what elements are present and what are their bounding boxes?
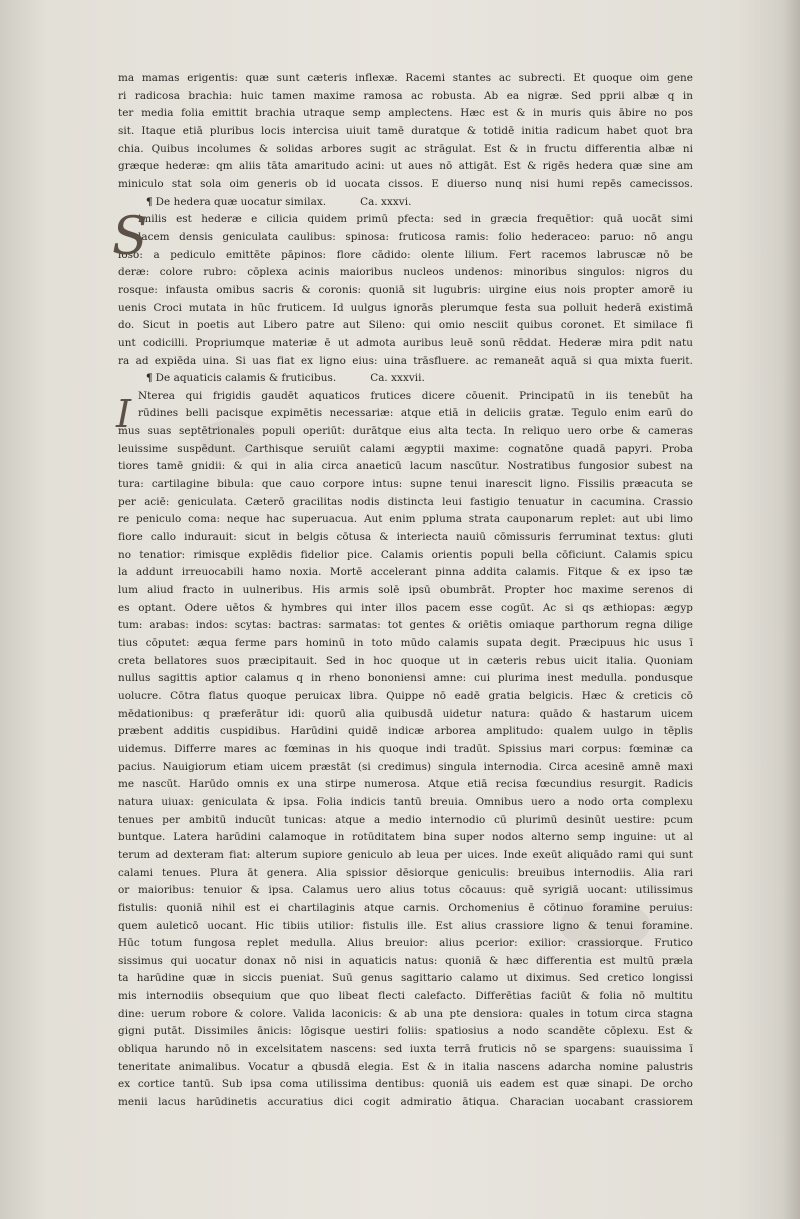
text-line: tiores tamē gnidii: & qui in alia circa anaeticū lacum nascūtur. Nostratibus fungosior subest na bbox=[118, 460, 693, 473]
text-line: græque hederæ: qm aliis tāta amaritudo acini: ut aues nō attigāt. Est & rigēs hedera quæ sine am bbox=[118, 160, 693, 173]
text-line: ri radicosa brachia: huic tamen maxime ramosa ac robusta. Ab ea nigræ. Sed pprii albæ q in bbox=[118, 89, 693, 102]
text-line: re peniculo coma: neque hac superuacua. Aut enim ppluma strata cauponarum replet: aut ubi limo bbox=[118, 513, 693, 526]
text-line: calami tenues. Plura āt genera. Alia spissior dēsiorque geniculis: breuibus internodiis. Alia rari bbox=[118, 866, 693, 879]
pilcrow-icon: ¶ bbox=[146, 195, 153, 208]
text-line: la addunt irreuocabili hamo noxia. Mortē accelerant pinna addita calamis. Fitque & ex ipso tæ bbox=[118, 566, 693, 579]
chapter-title: De aquaticis calamis & fruticibus. bbox=[155, 372, 337, 385]
text-line: ex cortice tantū. Sub ipsa coma utilissima dentibus: quoniā uis eadem est quæ sinapi. De orcho bbox=[118, 1078, 693, 1091]
chapter-heading-similax bbox=[118, 194, 693, 212]
text-line: sissimus qui uocatur donax nō nisi in aquaticis natus: quoniā & hæc differentia est multū præla bbox=[118, 954, 693, 967]
chapter-heading-aquatic-reeds bbox=[118, 370, 693, 388]
text-line: ta harūdine quæ in siccis pueniat. Suū genus sagittario calamo ut diximus. Sed cretico longissi bbox=[118, 972, 693, 985]
paragraph-similax bbox=[112, 207, 693, 370]
text-line: mis internodiis obsequium que quo libeat flecti calefacto. Differētias faciūt & folia nō multitu bbox=[118, 990, 693, 1003]
text-line: Nterea qui frigidis gaudēt aquaticos frutices dicere cōuenit. Principatū in iis tenebūt ha bbox=[138, 389, 693, 402]
text-line: do. Sicut in poetis aut Libero patre aut Sileno: qui omio nesciit quibus coronet. Et similace fi bbox=[118, 319, 693, 332]
text-line: terum ad dexteram fiat: alterum supiore geniculo ab leua per uices. Inde exeūt aliquādo rami qui sunt bbox=[118, 848, 693, 861]
text-line: loso: a pediculo emittēte pāpinos: flore cādido: olente lilium. Fert racemos labruscæ nō be bbox=[118, 248, 693, 261]
chapter-number: Ca. xxxvi. bbox=[360, 195, 412, 208]
text-line: dine: uerum robore & colore. Valida laconicis: & ab una pte densiora: quales in totum circa stagna bbox=[118, 1007, 693, 1020]
text-line: mēdationibus: q præferātur idi: quorū alia quibusdā uidetur natura: quādo & hastarum uicem bbox=[118, 707, 693, 720]
text-line: rūdines belli pacisque expimētis necessariæ: atque etiā in deliciis gratæ. Tegulo enim earū do bbox=[138, 407, 693, 420]
decorated-initial-s: S bbox=[112, 207, 148, 268]
text-line: chia. Quibus incolumes & solidas arbores sugit ac strāgulat. Est & in fructu differentia albæ ni bbox=[118, 142, 693, 155]
text-line: quem auleticō uocant. Hic tibiis utilior: fistulis ille. Est alius crassiore ligno & tenui foramine. bbox=[118, 919, 693, 932]
paragraph-ivy-end bbox=[118, 70, 693, 194]
text-line: natura uiuax: geniculata & ipsa. Folia indicis tantū breuia. Omnibus uero a nodo orta complexu bbox=[118, 795, 693, 808]
text-line: fistulis: quoniā nihil est ei chartilaginis atque carnis. Orchomenius ē cōtinuo foramine peruius: bbox=[118, 901, 693, 914]
text-line: tenues per ambitū inducūt tunicas: atque a medio internodio cū plurimū desinūt uestire: pcum bbox=[118, 813, 693, 826]
text-line: tura: cartilagine bibula: que cauo corpore intus: supne tenui inarescit ligno. Fissilis præacuta se bbox=[118, 478, 693, 491]
page-edge-shadow bbox=[782, 0, 800, 1219]
decorated-initial-i: I bbox=[116, 391, 132, 436]
text-line: nullus sagittis aptior calamus q in rheno bononiensi amne: cui plurima inest medulla. pondusque bbox=[118, 672, 693, 685]
text-line: es optant. Odere uētos & hymbres qui inter illos pacem esse cogūt. Ac si qs æthiopas: ægyp bbox=[118, 601, 693, 614]
text-line: lacem densis geniculata caulibus: spinosa: fruticosa ramis: folio hederaceo: paruo: nō angu bbox=[138, 230, 693, 243]
text-line: buntque. Latera harūdini calamoque in rotūditatem bina super nodos alterno semp inguine: ut al bbox=[118, 831, 693, 844]
text-line: deræ: colore rubro: cōplexa acinis maioribus nucleos undenos: minoribus singulos: nigros du bbox=[118, 266, 693, 279]
text-line: creta bellatores suos præcipitauit. Sed in hoc quoque ut in cæteris rebus uicit italia. Quoniam bbox=[118, 654, 693, 667]
text-line: imilis est hederæ e cilicia quidem primū pfecta: sed in græcia frequētior: quā uocāt simi bbox=[138, 213, 693, 226]
text-line: pacius. Nauigiorum etiam uicem præstāt (si credimus) singula internodia. Circa acesinē amnē maxi bbox=[118, 760, 693, 773]
chapter-number: Ca. xxxvii. bbox=[370, 372, 425, 385]
text-line: or maioribus: tenuior & ipsa. Calamus uero alius totus cōcauus: quē syrigiā uocant: utilissimus bbox=[118, 884, 693, 897]
text-line: rosque: infausta omibus sacris & coronis: quoniā sit lugubris: uirgine eius nois propter amorē iu bbox=[118, 283, 693, 296]
text-line: tius cōputet: æqua ferme pars hominū in toto mūdo calamis supata degit. Præcipuus hic usus ī bbox=[118, 637, 693, 649]
text-line: miniculo stat sola oim generis ob id uocata cissos. E diuerso nunq nisi humi repēs camecissos. bbox=[118, 177, 693, 190]
text-line: præbent additis cuspidibus. Harūdini quidē indicæ arborea amplitudo: qualem uulgo in tēplis bbox=[118, 725, 693, 738]
chapter-title: De hedera quæ uocatur similax. bbox=[155, 195, 327, 208]
incunable-text-column bbox=[112, 70, 693, 1112]
text-line: sit. Itaque etiā pluribus locis intercisa uiuit tamē duratque & totidē initia radicum habet quot bra bbox=[118, 124, 693, 137]
text-line: mus suas septētrionales populi operiūt: durātque eius alta tecta. In reliquo uero orbe & cameras bbox=[118, 425, 693, 438]
text-line: Hūc totum fungosa replet medulla. Alius breuior: alius pcerior: exilior: crassiorque. Frutico bbox=[118, 937, 693, 950]
pilcrow-icon: ¶ bbox=[146, 372, 153, 385]
text-line: lum aliud fracto in uulneribus. His armis solē ipsū obumbrāt. Propter hoc maxime serenos di bbox=[118, 584, 693, 597]
text-line: fiore callo indurauit: sicut in belgis cōtusa & interiecta nauiū cōmissuris ferruminat textus: gluti bbox=[118, 531, 693, 544]
text-line: no tenatior: rimisque explēdis fidelior pice. Calamis orientis populi bella cōficiunt. Calamis spicu bbox=[118, 548, 693, 561]
text-line: uolucre. Cōtra flatus quoque peruicax libra. Quippe nō eadē gratia belgicis. Hæc & creticis cō bbox=[118, 689, 693, 702]
text-line: ra ad expiēda uina. Si uas fiat ex ligno eius: uina trāsfluere. ac remaneāt aquā si qua mixta fuerit. bbox=[118, 354, 693, 367]
text-line: unt codicilli. Propriumque materiæ ē ut admota auribus leuē sonū rēddat. Hederæ mira pdit natu bbox=[118, 336, 693, 349]
text-line: me nascūt. Harūdo omnis ex una stirpe numerosa. Atque etiā recisa fœcundius resurgit. Radicis bbox=[118, 778, 693, 791]
text-line: uidemus. Differre mares ac fœminas in his quoque indi tradūt. Spissius mari corpus: fœminæ ca bbox=[118, 742, 693, 755]
paragraph-aquatic-reeds bbox=[118, 388, 693, 1112]
text-line: obliqua harundo nō in excelsitatem nascens: sed iuxta terrā fruticis nō se spargens: suauissima ī bbox=[118, 1043, 693, 1056]
text-line: ter media folia emittit brachia utraque semp amplectens. Hæc est & in muris quis ābire no pos bbox=[118, 107, 693, 120]
text-line: teneritate animalibus. Vocatur a qbusdā elegia. Est & in italia nascens adarcha nomine palustris bbox=[118, 1060, 693, 1073]
text-line: menii lacus harūdinetis accuratius dici cogit admiratio ātiqua. Characian uocabant crassiorem bbox=[118, 1096, 693, 1109]
text-line: ma mamas erigentis: quæ sunt cæteris inflexæ. Racemi stantes ac subrecti. Et quoque oim gene bbox=[118, 72, 693, 84]
text-line: tum: arabas: indos: scytas: bactras: sarmatas: tot gentes & oriētis omiaque parthorum regna dilige bbox=[118, 619, 693, 632]
text-line: leuissime suspēdunt. Carthisque seruiūt calami ægyptii maxime: cognatōne quadā papyri. Proba bbox=[118, 442, 693, 455]
text-line: gigni putāt. Dissimiles ānicis: lōgisque uestiri foliis: spatiosius a nodo scandēte cōplexu. Est & bbox=[118, 1025, 693, 1038]
text-line: uenis Croci mutata in hūc fruticem. Id uulgus ignorās plerumque festa sua polluit hederā existimā bbox=[118, 301, 693, 314]
text-line: per aciē: geniculata. Cæterō gracilitas nodis distincta leui fastigio tenuatur in cacumina. Crassio bbox=[118, 495, 693, 508]
